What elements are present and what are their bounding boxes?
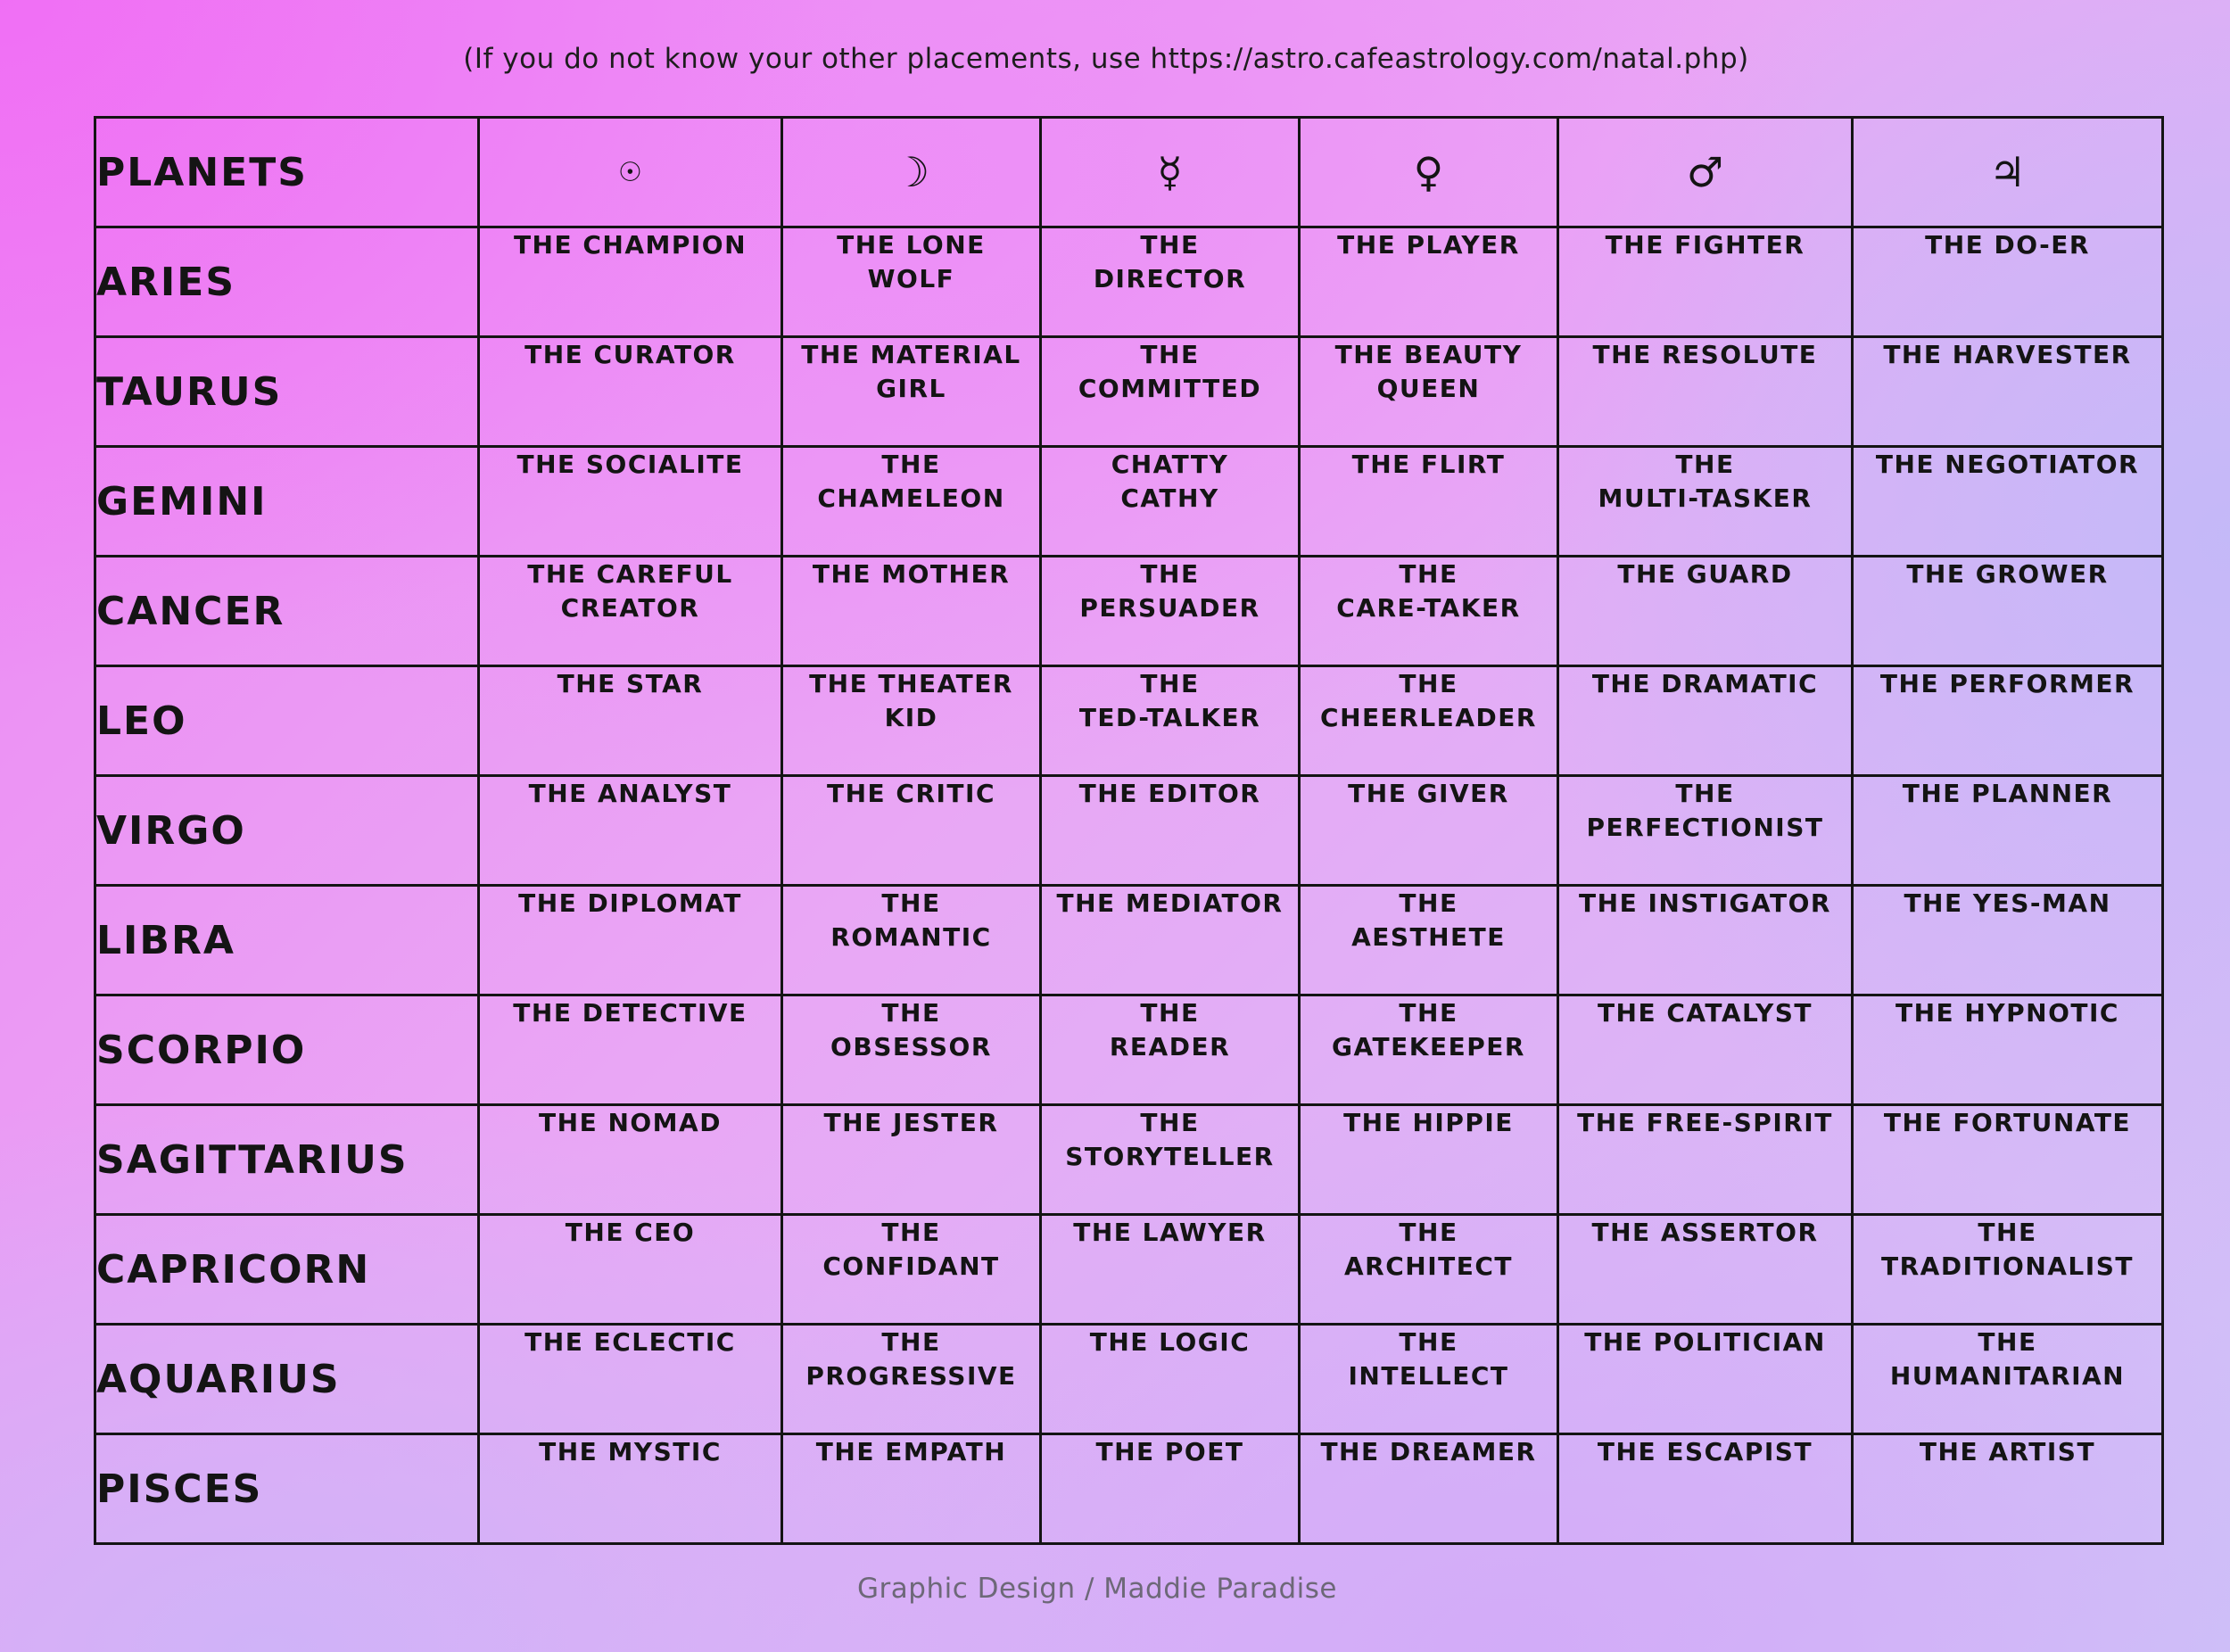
archetype-cell-moon — [782, 1105, 1041, 1215]
archetype-line: MULTI-TASKER — [1598, 483, 1813, 513]
sign-label-aries: ARIES — [95, 227, 479, 337]
archetype-line: THE — [1399, 998, 1458, 1028]
table-row — [95, 1215, 2163, 1325]
archetype-label — [1313, 1106, 1543, 1140]
archetype-label — [796, 996, 1026, 1064]
table-row — [95, 776, 2163, 886]
archetype-line: THE DETECTIVE — [513, 998, 747, 1028]
archetype-line: THE — [1399, 1327, 1458, 1357]
archetype-cell-jupiter — [1853, 886, 2163, 995]
archetype-label — [796, 448, 1026, 516]
archetype-label — [796, 777, 1026, 811]
archetype-cell-mercury — [1041, 666, 1300, 776]
archetype-line: THE — [881, 1327, 941, 1357]
sign-label-cancer: CANCER — [95, 557, 479, 666]
planets-header: PLANETS — [95, 118, 479, 227]
archetype-label — [1869, 1216, 2146, 1284]
archetype-label — [495, 996, 765, 1030]
archetype-line: STORYTELLER — [1065, 1142, 1275, 1171]
archetype-line: PROGRESSIVE — [805, 1361, 1017, 1391]
zodiac-archetype-table — [94, 116, 2164, 1545]
archetype-line: TED-TALKER — [1078, 703, 1261, 732]
archetype-line: INTELLECT — [1348, 1361, 1509, 1391]
jupiter-symbol-icon: ♃ — [1853, 118, 2163, 227]
archetype-cell-jupiter — [1853, 447, 2163, 557]
archetype-label — [1573, 1106, 1836, 1140]
table-row — [95, 1105, 2163, 1215]
table-row — [95, 886, 2163, 995]
venus-symbol-icon: ♀ — [1300, 118, 1558, 227]
archetype-line: THE DIPLOMAT — [518, 888, 742, 918]
archetype-cell-sun — [479, 886, 782, 995]
archetype-label — [796, 1106, 1026, 1140]
archetype-cell-mars — [1558, 337, 1853, 447]
archetype-label — [1573, 558, 1836, 591]
archetype-label — [1573, 338, 1836, 372]
archetype-line: AESTHETE — [1351, 922, 1506, 952]
archetype-line: THE CHAMPION — [513, 230, 747, 260]
archetype-line: THE — [1399, 559, 1458, 589]
archetype-cell-venus — [1300, 227, 1558, 337]
archetype-line: THE — [1978, 1218, 2037, 1247]
archetype-line: THE SOCIALITE — [516, 450, 744, 479]
archetype-line: THE — [881, 888, 941, 918]
archetype-line: CHEERLEADER — [1320, 703, 1537, 732]
archetype-line: THE LOGIC — [1089, 1327, 1251, 1357]
archetype-line: CREATOR — [560, 593, 700, 623]
archetype-line: COMMITTED — [1078, 374, 1262, 403]
footer-credit: Graphic Design / Maddie Paradise — [857, 1573, 1337, 1605]
archetype-line: THE PLANNER — [1902, 779, 2113, 808]
archetype-label — [796, 228, 1026, 296]
archetype-line: THE EDITOR — [1078, 779, 1261, 808]
archetype-cell-moon — [782, 447, 1041, 557]
archetype-line: THE CURATOR — [524, 340, 736, 369]
archetype-line: QUEEN — [1376, 374, 1481, 403]
archetype-label — [1869, 1435, 2146, 1469]
archetype-label — [495, 1435, 765, 1469]
archetype-line: THE FLIRT — [1351, 450, 1506, 479]
archetype-line: THE — [1140, 230, 1200, 260]
archetype-cell-sun — [479, 1215, 782, 1325]
archetype-label — [1869, 1326, 2146, 1393]
archetype-cell-moon — [782, 1434, 1041, 1544]
archetype-line: THE — [1140, 340, 1200, 369]
archetype-label — [1054, 887, 1284, 921]
table-row — [95, 447, 2163, 557]
archetype-cell-mars — [1558, 447, 1853, 557]
archetype-line: THE FREE-SPIRIT — [1577, 1108, 1833, 1137]
archetype-cell-sun — [479, 776, 782, 886]
archetype-cell-jupiter — [1853, 995, 2163, 1105]
archetype-cell-venus — [1300, 886, 1558, 995]
archetype-line: THE RESOLUTE — [1592, 340, 1818, 369]
archetype-line: WOLF — [867, 264, 955, 293]
sign-label-virgo: VIRGO — [95, 776, 479, 886]
archetype-label — [1313, 996, 1543, 1064]
archetype-cell-sun — [479, 995, 782, 1105]
archetype-line: THE THEATER — [809, 669, 1013, 698]
archetype-cell-mars — [1558, 227, 1853, 337]
archetype-label — [1573, 448, 1836, 516]
archetype-cell-mars — [1558, 1434, 1853, 1544]
archetype-cell-venus — [1300, 1434, 1558, 1544]
archetype-line: THE DO-ER — [1925, 230, 2090, 260]
archetype-cell-mars — [1558, 776, 1853, 886]
sign-label-capricorn: CAPRICORN — [95, 1215, 479, 1325]
archetype-cell-jupiter — [1853, 1434, 2163, 1544]
archetype-cell-sun — [479, 227, 782, 337]
archetype-label — [1869, 558, 2146, 591]
archetype-cell-mercury — [1041, 776, 1300, 886]
archetype-line: THE ASSERTOR — [1591, 1218, 1819, 1247]
archetype-line: THE HIPPIE — [1343, 1108, 1514, 1137]
archetype-label — [1573, 228, 1836, 262]
archetype-line: THE INSTIGATOR — [1579, 888, 1831, 918]
archetype-line: THE MATERIAL — [801, 340, 1021, 369]
archetype-label — [1054, 1326, 1284, 1359]
archetype-cell-mercury — [1041, 227, 1300, 337]
archetype-label — [796, 338, 1026, 406]
archetype-label — [1313, 1216, 1543, 1284]
archetype-line: THE GIVER — [1348, 779, 1509, 808]
mercury-symbol-icon: ☿ — [1041, 118, 1300, 227]
archetype-label — [1313, 558, 1543, 625]
archetype-line: THE CAREFUL — [527, 559, 733, 589]
archetype-line: PERSUADER — [1079, 593, 1260, 623]
archetype-cell-sun — [479, 337, 782, 447]
archetype-line: THE FIGHTER — [1605, 230, 1805, 260]
archetype-line: THE LONE — [837, 230, 986, 260]
archetype-line: ARCHITECT — [1343, 1251, 1513, 1281]
archetype-label — [1869, 448, 2146, 482]
archetype-line: PERFECTIONIST — [1586, 813, 1824, 842]
archetype-line: KID — [884, 703, 938, 732]
archetype-label — [495, 228, 765, 262]
archetype-line: THE POLITICIAN — [1584, 1327, 1826, 1357]
archetype-cell-moon — [782, 776, 1041, 886]
archetype-cell-moon — [782, 1325, 1041, 1434]
archetype-line: THE MYSTIC — [539, 1437, 722, 1466]
archetype-cell-venus — [1300, 447, 1558, 557]
sign-label-leo: LEO — [95, 666, 479, 776]
archetype-cell-sun — [479, 557, 782, 666]
archetype-line: THE HYPNOTIC — [1896, 998, 2119, 1028]
archetype-line: THE — [1140, 669, 1200, 698]
archetype-line: THE — [1399, 1218, 1458, 1247]
archetype-line: THE — [881, 1218, 941, 1247]
archetype-line: THE DRAMATIC — [1591, 669, 1819, 698]
archetype-cell-mercury — [1041, 886, 1300, 995]
archetype-label — [1869, 777, 2146, 811]
archetype-cell-venus — [1300, 337, 1558, 447]
sign-label-gemini: GEMINI — [95, 447, 479, 557]
archetype-cell-venus — [1300, 1215, 1558, 1325]
archetype-label — [495, 1216, 765, 1250]
archetype-cell-mars — [1558, 1325, 1853, 1434]
sun-symbol-icon: ☉ — [479, 118, 782, 227]
archetype-line: THE GUARD — [1617, 559, 1793, 589]
archetype-line: THE — [1399, 888, 1458, 918]
archetype-label — [796, 1216, 1026, 1284]
placements-note: (If you do not know your other placements, use https://astro.cafeastrology.com/natal.php) — [463, 43, 1749, 75]
archetype-label — [1313, 228, 1543, 262]
archetype-cell-mars — [1558, 886, 1853, 995]
archetype-line: THE FORTUNATE — [1883, 1108, 2132, 1137]
archetype-label — [1054, 1106, 1284, 1174]
archetype-line: HUMANITARIAN — [1889, 1361, 2126, 1391]
archetype-line: CARE-TAKER — [1336, 593, 1521, 623]
sign-label-pisces: PISCES — [95, 1434, 479, 1544]
archetype-cell-jupiter — [1853, 337, 2163, 447]
archetype-cell-moon — [782, 557, 1041, 666]
archetype-label — [1869, 667, 2146, 701]
archetype-cell-jupiter — [1853, 666, 2163, 776]
archetype-line: THE NOMAD — [539, 1108, 722, 1137]
archetype-cell-mars — [1558, 557, 1853, 666]
archetype-line: THE POET — [1095, 1437, 1244, 1466]
archetype-label — [1573, 667, 1836, 701]
archetype-cell-venus — [1300, 557, 1558, 666]
archetype-line: TRADITIONALIST — [1881, 1251, 2134, 1281]
archetype-line: CATHY — [1120, 483, 1219, 513]
archetype-cell-venus — [1300, 666, 1558, 776]
archetype-line: CHATTY — [1111, 450, 1229, 479]
archetype-cell-venus — [1300, 1105, 1558, 1215]
archetype-label — [495, 667, 765, 701]
archetype-label — [1054, 667, 1284, 735]
archetype-cell-sun — [479, 666, 782, 776]
archetype-line: THE CATALYST — [1597, 998, 1813, 1028]
archetype-label — [1313, 448, 1543, 482]
archetype-line: THE LAWYER — [1073, 1218, 1267, 1247]
archetype-label — [1573, 1216, 1836, 1250]
archetype-line: THE — [881, 998, 941, 1028]
sign-label-scorpio: SCORPIO — [95, 995, 479, 1105]
archetype-line: THE NEGOTIATOR — [1875, 450, 2140, 479]
archetype-cell-sun — [479, 447, 782, 557]
archetype-line: THE ANALYST — [528, 779, 732, 808]
archetype-label — [1869, 996, 2146, 1030]
archetype-cell-sun — [479, 1325, 782, 1434]
archetype-line: THE CEO — [565, 1218, 696, 1247]
archetype-label — [495, 1106, 765, 1140]
archetype-line: THE GROWER — [1906, 559, 2109, 589]
archetype-line: THE ECLECTIC — [524, 1327, 736, 1357]
archetype-label — [495, 1326, 765, 1359]
archetype-cell-mercury — [1041, 1325, 1300, 1434]
archetype-cell-sun — [479, 1434, 782, 1544]
archetype-label — [796, 887, 1026, 954]
table-row — [95, 227, 2163, 337]
archetype-line: THE — [881, 450, 941, 479]
archetype-label — [1573, 1435, 1836, 1469]
archetype-line: OBSESSOR — [830, 1032, 992, 1061]
archetype-cell-mercury — [1041, 1434, 1300, 1544]
archetype-line: THE CRITIC — [826, 779, 995, 808]
archetype-line: THE — [1978, 1327, 2037, 1357]
archetype-label — [1054, 228, 1284, 296]
archetype-line: THE — [1675, 450, 1735, 479]
archetype-line: THE — [1399, 669, 1458, 698]
archetype-label — [796, 667, 1026, 735]
table-row — [95, 337, 2163, 447]
archetype-line: THE PERFORMER — [1879, 669, 2135, 698]
sign-label-taurus: TAURUS — [95, 337, 479, 447]
archetype-line: GATEKEEPER — [1332, 1032, 1525, 1061]
archetype-line: THE HARVESTER — [1883, 340, 2132, 369]
archetype-line: DIRECTOR — [1093, 264, 1247, 293]
archetype-cell-moon — [782, 227, 1041, 337]
moon-symbol-icon: ☽ — [782, 118, 1041, 227]
table-row — [95, 557, 2163, 666]
archetype-label — [1869, 887, 2146, 921]
header-row — [95, 118, 2163, 227]
archetype-cell-sun — [479, 1105, 782, 1215]
archetype-cell-mercury — [1041, 447, 1300, 557]
archetype-label — [1313, 1435, 1543, 1469]
archetype-label — [495, 777, 765, 811]
archetype-cell-jupiter — [1853, 1105, 2163, 1215]
archetype-cell-venus — [1300, 995, 1558, 1105]
archetype-label — [1054, 1216, 1284, 1250]
archetype-line: THE EMPATH — [815, 1437, 1007, 1466]
archetype-label — [495, 448, 765, 482]
archetype-label — [1573, 1326, 1836, 1359]
archetype-label — [1054, 338, 1284, 406]
archetype-cell-mercury — [1041, 1215, 1300, 1325]
archetype-cell-venus — [1300, 776, 1558, 886]
archetype-label — [1869, 228, 2146, 262]
archetype-label — [1313, 1326, 1543, 1393]
archetype-line: THE MOTHER — [812, 559, 1011, 589]
archetype-line: THE — [1140, 998, 1200, 1028]
sign-label-sagittarius: SAGITTARIUS — [95, 1105, 479, 1215]
archetype-label — [796, 1435, 1026, 1469]
archetype-label — [1313, 887, 1543, 954]
archetype-label — [1054, 1435, 1284, 1469]
archetype-cell-jupiter — [1853, 227, 2163, 337]
archetype-label — [796, 1326, 1026, 1393]
archetype-cell-jupiter — [1853, 557, 2163, 666]
archetype-label — [1573, 996, 1836, 1030]
table-row — [95, 1325, 2163, 1434]
archetype-label — [1054, 996, 1284, 1064]
archetype-cell-moon — [782, 666, 1041, 776]
archetype-cell-mars — [1558, 995, 1853, 1105]
archetype-cell-mars — [1558, 1215, 1853, 1325]
archetype-line: THE YES-MAN — [1904, 888, 2111, 918]
archetype-cell-mars — [1558, 666, 1853, 776]
archetype-cell-moon — [782, 337, 1041, 447]
archetype-label — [1573, 887, 1836, 921]
archetype-label — [1054, 558, 1284, 625]
archetype-cell-moon — [782, 995, 1041, 1105]
archetype-line: ROMANTIC — [830, 922, 992, 952]
archetype-label — [1313, 338, 1543, 406]
archetype-cell-mercury — [1041, 995, 1300, 1105]
archetype-label — [495, 887, 765, 921]
archetype-line: CHAMELEON — [817, 483, 1005, 513]
archetype-line: THE MEDIATOR — [1056, 888, 1284, 918]
archetype-line: THE — [1675, 779, 1735, 808]
table-body — [95, 118, 2163, 1544]
archetype-label — [1313, 777, 1543, 811]
archetype-line: THE DREAMER — [1320, 1437, 1537, 1466]
archetype-label — [495, 338, 765, 372]
archetype-cell-jupiter — [1853, 776, 2163, 886]
archetype-cell-jupiter — [1853, 1215, 2163, 1325]
archetype-cell-mercury — [1041, 337, 1300, 447]
archetype-label — [1869, 338, 2146, 372]
archetype-line: THE — [1140, 559, 1200, 589]
archetype-line: THE ARTIST — [1919, 1437, 2096, 1466]
archetype-line: GIRL — [876, 374, 946, 403]
archetype-line: THE — [1140, 1108, 1200, 1137]
archetype-line: THE ESCAPIST — [1597, 1437, 1813, 1466]
archetype-cell-moon — [782, 886, 1041, 995]
table-row — [95, 995, 2163, 1105]
archetype-label — [1869, 1106, 2146, 1140]
archetype-line: THE BEAUTY — [1334, 340, 1523, 369]
archetype-cell-venus — [1300, 1325, 1558, 1434]
table-row — [95, 666, 2163, 776]
archetype-label — [1313, 667, 1543, 735]
archetype-cell-mars — [1558, 1105, 1853, 1215]
archetype-cell-mercury — [1041, 1105, 1300, 1215]
sign-label-aquarius: AQUARIUS — [95, 1325, 479, 1434]
archetype-label — [495, 558, 765, 625]
archetype-line: THE JESTER — [823, 1108, 999, 1137]
archetype-label — [1054, 777, 1284, 811]
mars-symbol-icon: ♂ — [1558, 118, 1853, 227]
archetype-cell-jupiter — [1853, 1325, 2163, 1434]
table-row — [95, 1434, 2163, 1544]
archetype-label — [796, 558, 1026, 591]
archetype-line: CONFIDANT — [822, 1251, 1000, 1281]
sign-label-libra: LIBRA — [95, 886, 479, 995]
archetype-label — [1054, 448, 1284, 516]
archetype-line: THE PLAYER — [1337, 230, 1520, 260]
archetype-line: READER — [1109, 1032, 1231, 1061]
archetype-cell-moon — [782, 1215, 1041, 1325]
archetype-cell-mercury — [1041, 557, 1300, 666]
archetype-line: THE STAR — [557, 669, 704, 698]
archetype-label — [1573, 777, 1836, 845]
